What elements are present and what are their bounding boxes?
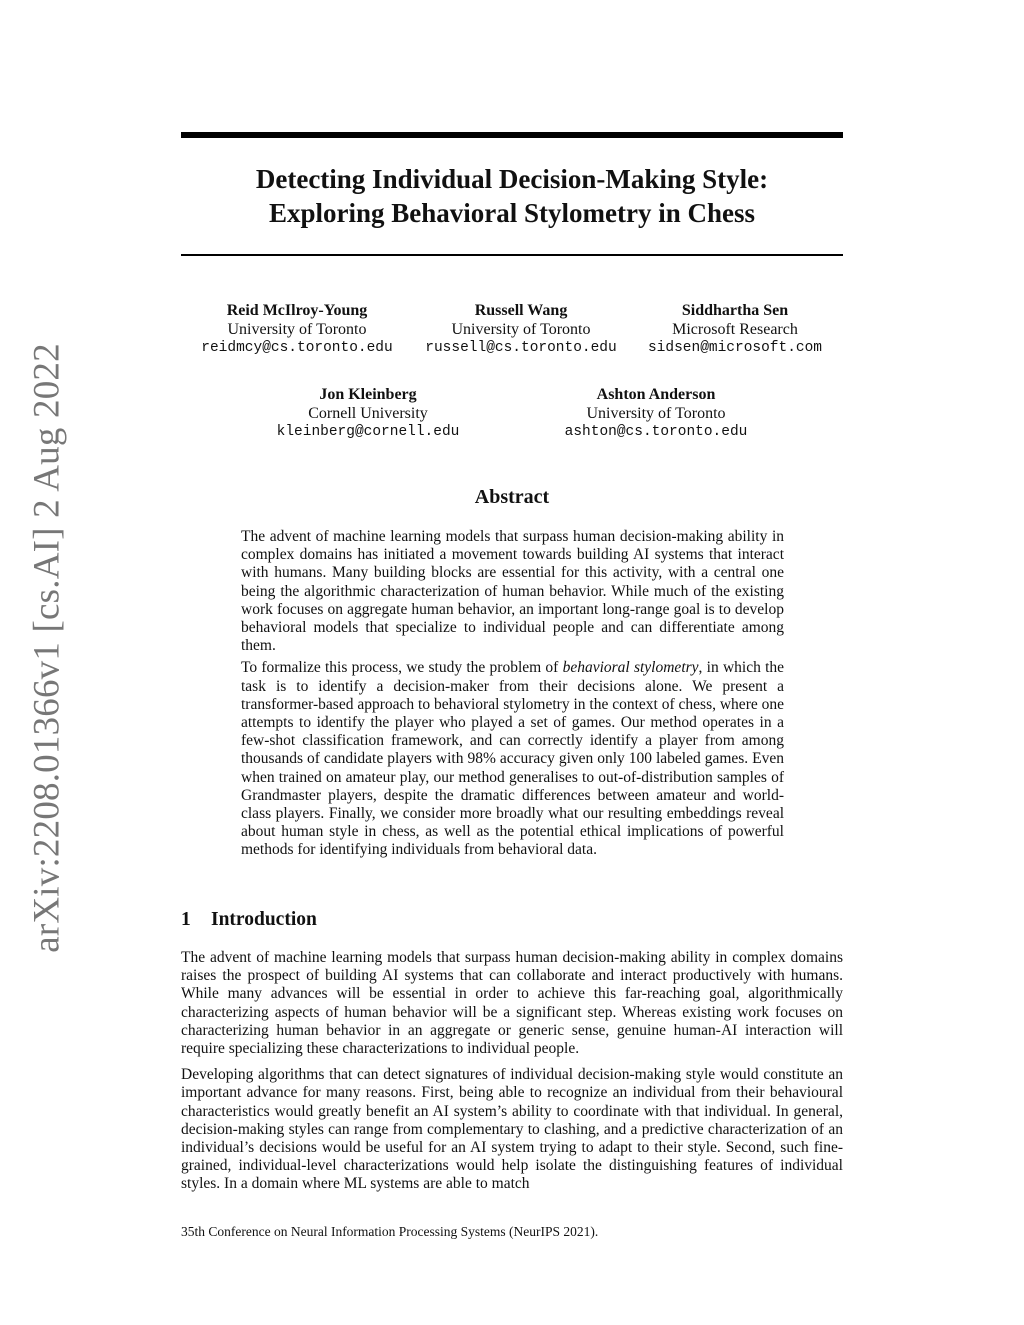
abstract-body	[241, 528, 784, 864]
author-block	[425, 301, 616, 358]
abstract-text: To formalize this process, we study the problem of	[241, 659, 563, 677]
title-line-1: Detecting Individual Decision-Making Style:	[255, 164, 769, 194]
abstract-emphasis: behavioral stylometry	[562, 659, 699, 677]
author-name: Siddhartha Sen	[681, 302, 789, 319]
introduction-body	[181, 949, 843, 1202]
abstract-text: , in which the task is to identify a decision-maker from their decisions alone. We present a transformer-based approach to behavioral stylometry in the context of chess, where one attempts to identify the player who played a set of games. Our method operates in a few-shot classification framework, and can correctly identify a player from among thousands of candidate players with 98% accuracy given only 100 labeled games. Even when trained on amateur play, our method generalises to out-of-distribution samples of Grandmaster players, despite the dramatic differences between amateur and world-class players. Finally, we consider more broadly what our resulting embeddings reveal about human style in chess, as well as the potential ethical implications of powerful methods for identifying individuals from behavioral data.	[241, 659, 785, 859]
author-email[interactable]: ashton@cs.toronto.edu	[564, 424, 748, 440]
author-block	[648, 301, 822, 358]
abstract-paragraph-2	[241, 659, 784, 859]
author-affiliation: University of Toronto	[451, 321, 591, 338]
intro-paragraph-2: Developing algorithms that can detect signatures of individual decision-making style would constitute an important advance for many reasons. First, being able to recognize an individual from their behavioural characteristics would greatly benefit an AI system’s ability to coordinate with that individual. In general, decision-making styles can range from complementary to clashing, and a predictive characterization of an individual’s decisions would be useful for an AI system trying to adapt to their style. Second, such fine-grained, individual-level characterizations would help isolate the distinguishing features of individual styles. In a domain where ML systems are able to match	[181, 1066, 843, 1193]
author-name: Reid McIlroy-Young	[226, 302, 368, 319]
author-name: Jon Kleinberg	[319, 386, 417, 403]
author-name: Ashton Anderson	[596, 386, 716, 403]
author-block	[277, 385, 460, 442]
author-email[interactable]: sidsen@microsoft.com	[647, 340, 823, 356]
intro-paragraph-1: The advent of machine learning models that surpass human decision-making ability in complex domains raises the prospect of building AI systems that can collaborate and interact productively with humans. While many advances will be essential in order to achieve this far-reaching goal, algorithmically characterizing aspects of human behavior will be a significant step. Whereas existing work focuses on characterizing human behavior in an aggregate or generic sense, genuine human-AI interaction will require specializing these characterizations to individual people.	[181, 949, 843, 1058]
author-affiliation: University of Toronto	[586, 405, 726, 422]
author-affiliation: University of Toronto	[227, 321, 367, 338]
section-number: 1	[181, 909, 191, 930]
author-email[interactable]: kleinberg@cornell.edu	[276, 424, 460, 440]
author-affiliation: Cornell University	[308, 405, 428, 422]
abstract-paragraph-1: The advent of machine learning models that surpass human decision-making ability in complex domains has initiated a movement towards building AI systems that interact with humans. Many building blocks are essential for this activity, with a central one being the algorithmic characterization of human behavior. While much of the existing work focuses on aggregate human behavior, an important long-range goal is to develop behavioral models that specialize to individual people and can differentiate among them.	[241, 528, 784, 655]
title-top-rule	[181, 132, 843, 138]
author-name: Russell Wang	[474, 302, 568, 319]
author-email[interactable]: russell@cs.toronto.edu	[425, 340, 617, 356]
conference-footnote: 35th Conference on Neural Information Processing Systems (NeurIPS 2021).	[181, 1224, 599, 1239]
title-bottom-rule	[181, 254, 843, 256]
author-block	[565, 385, 748, 442]
author-affiliation: Microsoft Research	[672, 321, 798, 338]
author-block	[201, 301, 392, 358]
section-title: Introduction	[211, 909, 317, 930]
section-heading-introduction	[181, 909, 317, 931]
paper-title	[181, 162, 843, 230]
arxiv-stamp[interactable]: arXiv:2208.01366v1 [cs.AI] 2 Aug 2022	[26, 343, 68, 953]
title-line-2: Exploring Behavioral Stylometry in Chess	[268, 198, 755, 228]
abstract-heading: Abstract	[474, 486, 550, 508]
author-email[interactable]: reidmcy@cs.toronto.edu	[201, 340, 393, 356]
